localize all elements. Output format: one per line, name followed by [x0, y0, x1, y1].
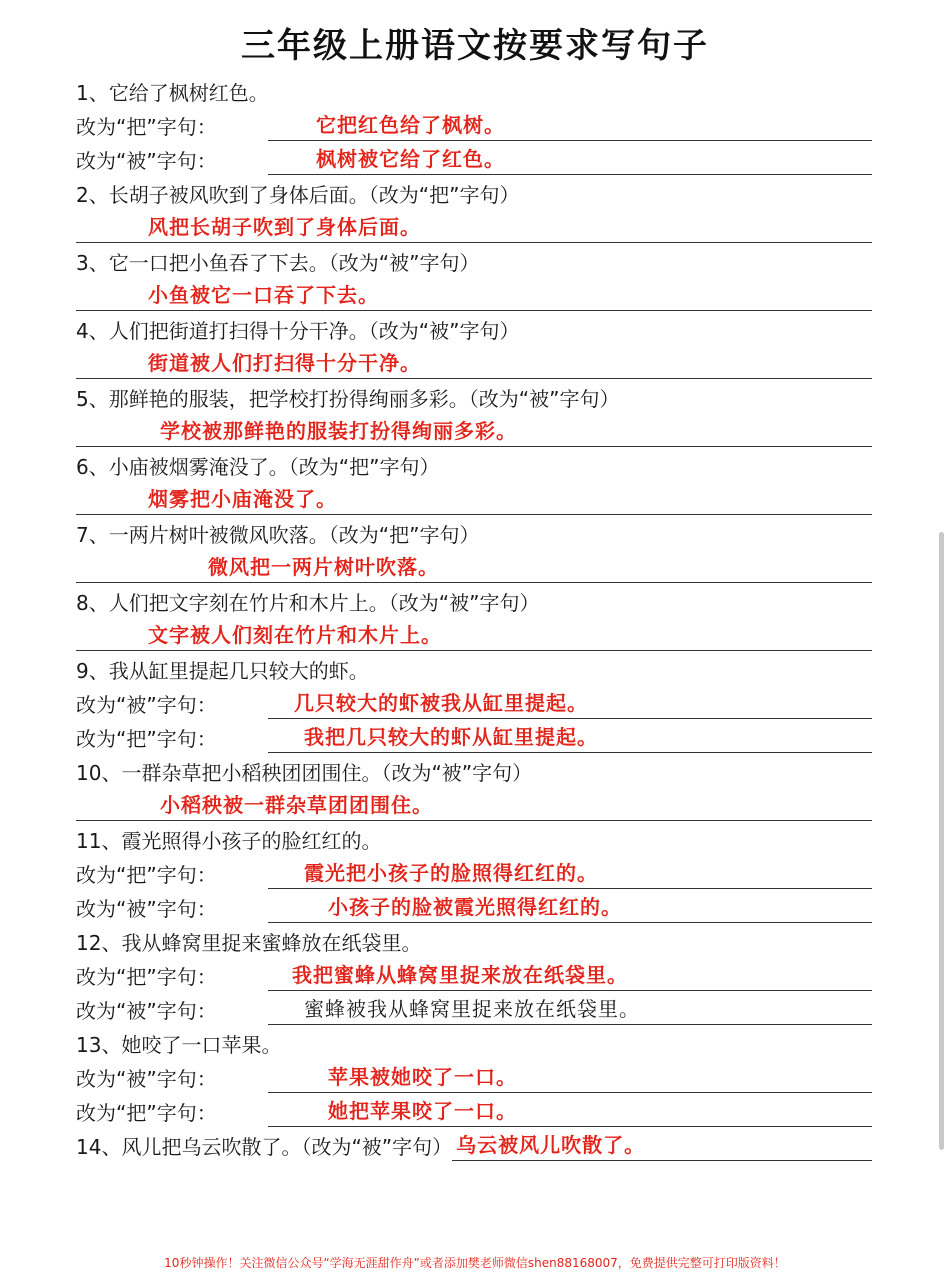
answer-row: [76, 210, 872, 244]
answer-text: 霞光把小孩子的脸照得红红的。: [304, 860, 598, 885]
answer-text: 它把红色给了枫树。: [316, 112, 505, 137]
answer-row: [76, 278, 872, 312]
answer-row: [76, 720, 872, 754]
answer-text: 她把苹果咬了一口。: [328, 1098, 517, 1123]
answer-text: 学校被那鲜艳的服装打扮得绚丽多彩。: [160, 418, 517, 443]
question-row: [76, 244, 872, 278]
answer-text: 蜜蜂被我从蜂窝里捉来放在纸袋里。: [304, 996, 640, 1021]
answer-line[interactable]: [268, 144, 872, 175]
question-row: [76, 516, 872, 550]
answer-line[interactable]: [76, 212, 872, 243]
answer-text: 几只较大的虾被我从缸里提起。: [294, 690, 588, 715]
question-row: [76, 754, 872, 788]
answer-line[interactable]: [76, 280, 872, 311]
answer-line[interactable]: [268, 722, 872, 753]
answer-text: 我把蜜蜂从蜂窝里捉来放在纸袋里。: [292, 962, 628, 987]
question-text: 13、她咬了一口苹果。: [76, 1032, 282, 1057]
question-text: 4、人们把街道打扫得十分干净。（改为“被”字句）: [76, 318, 520, 343]
answer-row: [76, 346, 872, 380]
answer-row: [76, 958, 872, 992]
answer-row: [76, 1094, 872, 1128]
answer-label: 改为“把”字句：: [76, 114, 217, 139]
answer-text: 风把长胡子吹到了身体后面。: [148, 214, 421, 239]
answer-row: [76, 788, 872, 822]
answer-label: 改为“把”字句：: [76, 1100, 217, 1125]
question-text: 11、霞光照得小孩子的脸红红的。: [76, 828, 382, 853]
question-text: 1、它给了枫树红色。: [76, 80, 269, 105]
question-row: [76, 312, 872, 346]
answer-text: 乌云被风儿吹散了。: [456, 1132, 646, 1157]
answer-line[interactable]: [268, 858, 872, 889]
answer-text: 枫树被它给了红色。: [316, 146, 505, 171]
answer-line[interactable]: [76, 348, 872, 379]
answer-row: [76, 414, 872, 448]
question-row: [76, 924, 872, 958]
question-row: [76, 176, 872, 210]
answer-line[interactable]: [76, 620, 872, 651]
answer-label: 改为“被”字句：: [76, 1066, 217, 1091]
answer-row: [76, 142, 872, 176]
answer-text: 烟雾把小庙淹没了。: [148, 486, 337, 511]
question-text: 12、我从蜂窝里捉来蜜蜂放在纸袋里。: [76, 930, 422, 955]
answer-line[interactable]: [268, 110, 872, 141]
question-text: 6、小庙被烟雾淹没了。（改为“把”字句）: [76, 454, 440, 479]
question-row: [76, 448, 872, 482]
answer-line[interactable]: [268, 1062, 872, 1093]
answer-row: [76, 890, 872, 924]
question-text: 5、那鲜艳的服装，把学校打扮得绚丽多彩。（改为“被”字句）: [76, 386, 620, 411]
answer-line[interactable]: [268, 688, 872, 719]
answer-label: 改为“被”字句：: [76, 896, 217, 921]
footer-note: 10秒钟操作！关注微信公众号“学海无涯甜作舟”或者添加樊老师微信shen88168007，免费提供完整可打印版资料！: [164, 1256, 786, 1270]
answer-row: [76, 856, 872, 890]
answer-row: [76, 618, 872, 652]
answer-label: 改为“被”字句：: [76, 692, 217, 717]
question-text: 14、风儿把乌云吹散了。（改为“被”字句）: [76, 1134, 453, 1159]
answer-line[interactable]: [452, 1130, 872, 1161]
answer-row: [76, 482, 872, 516]
question-row: [76, 74, 872, 108]
page-title: 三年级上册语文按要求写句子: [241, 26, 709, 66]
answer-text: 小鱼被它一口吞了下去。: [148, 282, 379, 307]
answer-text: 文字被人们刻在竹片和木片上。: [148, 622, 442, 647]
answer-text: 我把几只较大的虾从缸里提起。: [304, 724, 598, 749]
answer-label: 改为“被”字句：: [76, 998, 217, 1023]
question-row: [76, 584, 872, 618]
question-text: 3、它一口把小鱼吞了下去。（改为“被”字句）: [76, 250, 480, 275]
answer-line[interactable]: [76, 790, 872, 821]
answer-row: [76, 992, 872, 1026]
answer-line[interactable]: [268, 1096, 872, 1127]
answer-row: [76, 1060, 872, 1094]
question-text: 2、长胡子被风吹到了身体后面。（改为“把”字句）: [76, 182, 520, 207]
question-text: 9、我从缸里提起几只较大的虾。: [76, 658, 369, 683]
question-text: 7、一两片树叶被微风吹落。（改为“把”字句）: [76, 522, 480, 547]
question-row: [76, 1128, 872, 1162]
answer-label: 改为“把”字句：: [76, 726, 217, 751]
answer-line[interactable]: [76, 552, 872, 583]
answer-row: [76, 686, 872, 720]
answer-label: 改为“被”字句：: [76, 148, 217, 173]
answer-line[interactable]: [76, 416, 872, 447]
answer-line[interactable]: [268, 994, 872, 1025]
answer-row: [76, 108, 872, 142]
question-row: [76, 1026, 872, 1060]
answer-text: 街道被人们打扫得十分干净。: [148, 350, 421, 375]
answer-label: 改为“把”字句：: [76, 964, 217, 989]
vertical-scrollbar[interactable]: [939, 532, 944, 1150]
exercise-list: [76, 74, 872, 1162]
question-text: 10、一群杂草把小稻秧团团围住。（改为“被”字句）: [76, 760, 533, 785]
question-row: [76, 822, 872, 856]
answer-row: [76, 550, 872, 584]
answer-text: 苹果被她咬了一口。: [328, 1064, 517, 1089]
answer-text: 小孩子的脸被霞光照得红红的。: [328, 894, 622, 919]
answer-line[interactable]: [76, 484, 872, 515]
answer-line[interactable]: [268, 892, 872, 923]
question-text: 8、人们把文字刻在竹片和木片上。（改为“被”字句）: [76, 590, 540, 615]
answer-label: 改为“把”字句：: [76, 862, 217, 887]
answer-text: 微风把一两片树叶吹落。: [208, 554, 439, 579]
answer-text: 小稻秧被一群杂草团团围住。: [160, 792, 433, 817]
question-row: [76, 652, 872, 686]
question-row: [76, 380, 872, 414]
answer-line[interactable]: [268, 960, 872, 991]
